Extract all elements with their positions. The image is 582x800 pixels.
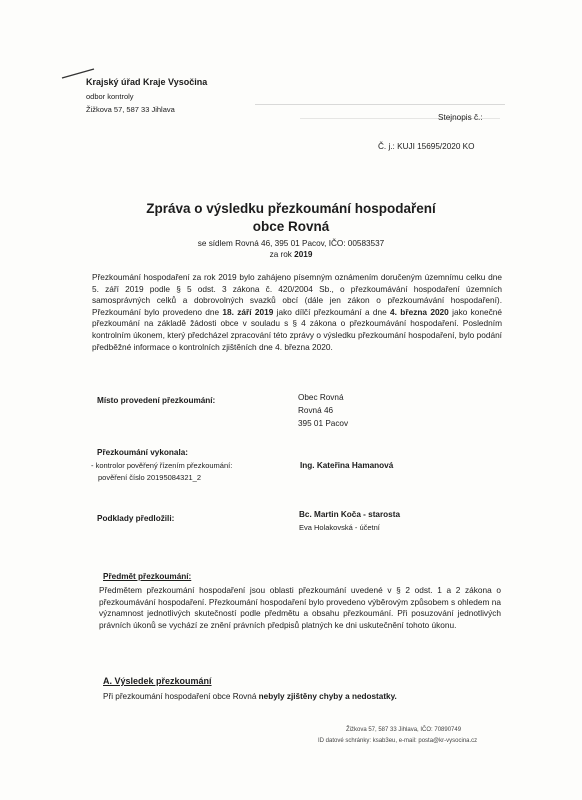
department: odbor kontroly <box>86 92 134 101</box>
authorization-number: pověření číslo 20195084321_2 <box>98 473 202 482</box>
place-line: Obec Rovná <box>298 393 344 402</box>
performed-label: Přezkoumání vykonala: <box>97 448 189 457</box>
submitter-name: Bc. Martin Koča - starosta <box>299 510 401 519</box>
office-address: Žižkova 57, 587 33 Jihlava <box>86 105 175 114</box>
subject-paragraph: Předmětem přezkoumání hospodaření jsou oblasti přezkoumání uvedené v § 2 odst. 1 a 2 zákona o přezkoumávání hospodaření. Přezkoumání hospodaření bylo provedeno výběrovým způsobem s ohledem na významnost jednotlivých skutečností podle předmětu a obsahu přezkoumání. Při posuzování jednotlivých právních úkonů se vychází ze znění právních předpisů platných ke dni uskutečnění tohoto úkonu. <box>99 585 501 630</box>
inspector-name: Ing. Kateřina Hamanová <box>300 461 394 470</box>
report-subject: obce Rovná <box>252 219 330 234</box>
submitted-label: Podklady předložili: <box>97 514 175 523</box>
footer-address: Žižkova 57, 587 33 Jihlava, IČO: 70890749 <box>346 727 462 733</box>
reference-number: Č. j.: KUJI 15695/2020 KO <box>378 142 475 151</box>
footer-contact: ID datové schránky: ksab3eu, e-mail: posta@kr-vysocina.cz <box>318 738 478 744</box>
place-line: 395 01 Pacov <box>298 419 349 428</box>
municipality-seat: se sídlem Rovná 46, 395 01 Pacov, IČO: 00583537 <box>197 239 385 248</box>
result-heading: A. Výsledek přezkoumání <box>103 676 212 686</box>
place-label: Místo provedení přezkoumání: <box>97 396 216 405</box>
place-line: Rovná 46 <box>298 406 334 415</box>
intro-paragraph: Přezkoumání hospodaření za rok 2019 bylo zahájeno písemným oznámením doručeným územnímu celku dne 5. září 2019 podle § 5 odst. 3 zákona č. 420/2004 Sb., o přezkoumávání hospodaření územních samosprávných celků a dobrovolných svazků obcí (dále jen zákon o přezkoumávání hospodaření). Přezkoumání bylo provedeno dne 18. září 2019 jako dílčí přezkoumání a dne 4. března 2020 jako konečné přezkoumání na základě žádosti obce v souladu s § 4 zákona o přezkoumávání hospodaření. Posledním kontrolním úkonem, který předcházel zpracování této zprávy o výsledku přezkoumání hospodaření, bylo podání předběžné informace o kontrolních zjištěních dne 4. března 2020. <box>92 272 503 352</box>
result-statement: Při přezkoumání hospodaření obce Rovná nebyly zjištěny chyby a nedostatky. <box>103 692 397 701</box>
report-year: za rok 2019 <box>269 250 313 259</box>
copy-label: Stejnopis č.: <box>438 113 483 122</box>
scan-artifact <box>255 104 505 105</box>
submitter-name: Eva Holakovská - účetní <box>299 523 380 532</box>
subject-heading: Předmět přezkoumání: <box>103 572 192 581</box>
office-name: Krajský úřad Kraje Vysočina <box>86 77 208 87</box>
report-title: Zpráva o výsledku přezkoumání hospodaření <box>146 201 436 216</box>
inspector-role: - kontrolor pověřený řízením přezkoumání: <box>91 461 233 470</box>
